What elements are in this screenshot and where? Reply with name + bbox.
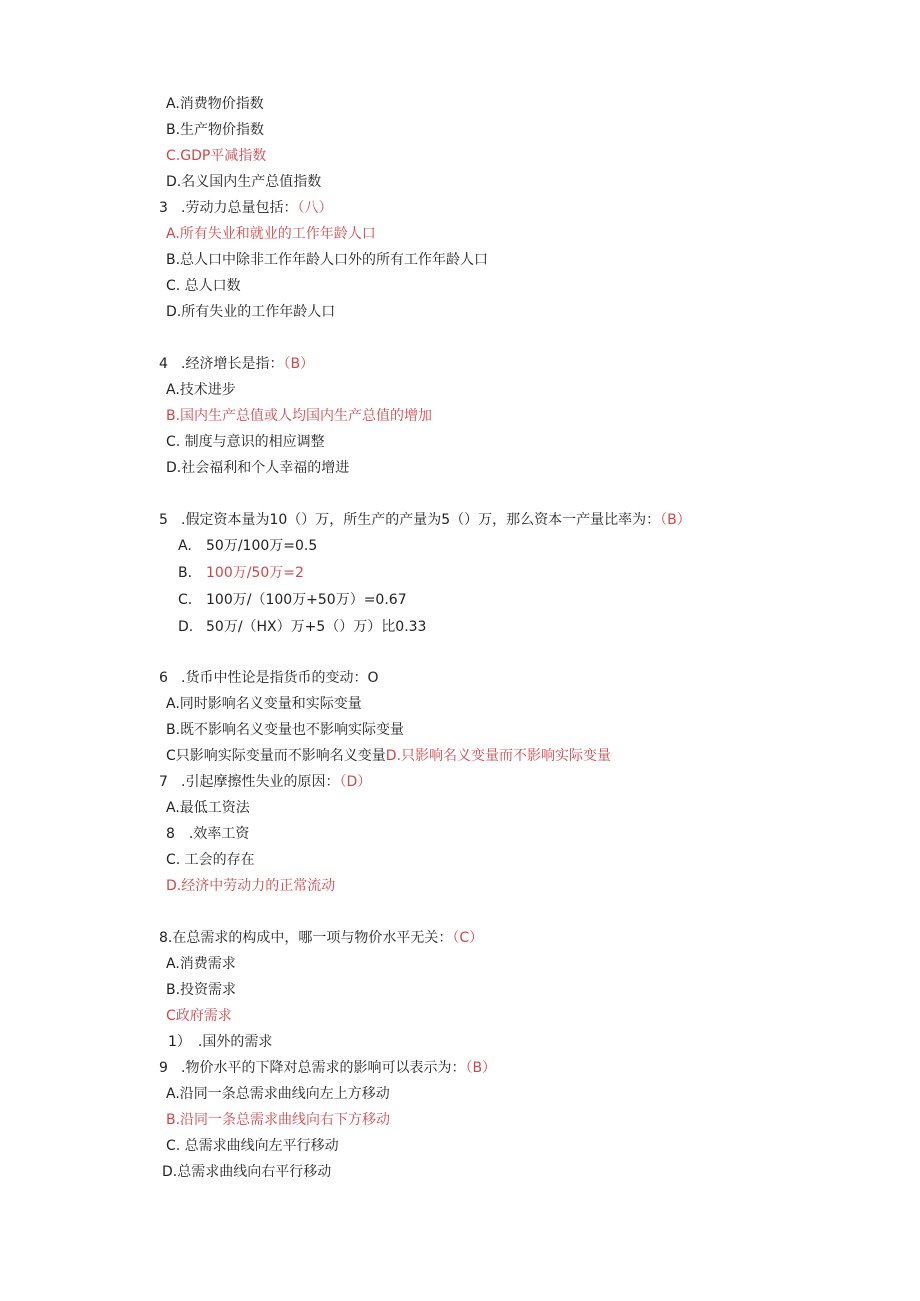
q8-option-b: B.投资需求 (166, 982, 237, 998)
q3-answer: （八） (297, 200, 333, 216)
q9-answer: （B） (465, 1060, 497, 1076)
q7-stem: .引起摩擦性失业的原因： (181, 774, 340, 790)
q8-option-c-answer: C政府需求 (166, 1008, 232, 1024)
q6-number: 6 (159, 670, 168, 686)
q6-option-cd-line (166, 746, 611, 766)
q8-option-a: A.消费需求 (166, 956, 236, 972)
q4-option-c: C. 制度与意识的相应调整 (166, 434, 325, 450)
q7-stem-line (159, 772, 371, 792)
q7-answer: （D） (339, 774, 372, 790)
q6-option-c: C只影响实际变量而不影响名义变量 (166, 748, 386, 764)
q2-option-a: A.消费物价指数 (166, 96, 264, 112)
q5-option-d (178, 617, 426, 637)
q5-option-a-letter: A. (178, 538, 192, 554)
q9-stem: .物价水平的下降对总需求的影响可以表示为： (181, 1060, 466, 1076)
q5-option-a-text: 50万/100万=0.5 (206, 538, 318, 554)
q7-option-b: 8 .效率工资 (166, 826, 250, 842)
q5-stem-line (159, 510, 691, 530)
q5-option-d-text: 50万/（HX）万+5（）万）比0.33 (206, 619, 427, 635)
q4-number: 4 (159, 356, 168, 372)
q8-stem: 8.在总需求的构成中，哪一项与物价水平无关： (159, 930, 453, 946)
q8-answer: （C） (452, 930, 484, 946)
q2-option-b: B.生产物价指数 (166, 122, 265, 138)
q5-number: 5 (159, 512, 168, 528)
q9-option-c: C. 总需求曲线向左平行移动 (166, 1138, 339, 1154)
q9-option-a: A.沿同一条总需求曲线向左上方移动 (166, 1086, 390, 1102)
q9-stem-line (159, 1058, 496, 1078)
q5-option-a (178, 536, 317, 556)
q5-option-b (178, 563, 304, 583)
q5-option-c-text: 100万/（100万+50万）=0.67 (206, 592, 407, 608)
q7-option-d-answer: D.经济中劳动力的正常流动 (166, 878, 336, 894)
q4-option-a: A.技术进步 (166, 382, 236, 398)
q6-option-d-answer: D.只影响名义变量而不影响实际变量 (385, 748, 612, 764)
q5-stem: .假定资本量为10（）万，所生产的产量为5（）万，那么资本一产量比率为： (181, 512, 661, 528)
q7-number: 7 (159, 774, 168, 790)
q7-option-a: A.最低工资法 (166, 800, 250, 816)
q8-stem-line (159, 928, 483, 948)
q4-stem: .经济增长是指： (181, 356, 284, 372)
q3-option-c: C. 总人口数 (166, 278, 241, 294)
q8-option-d: 1） .国外的需求 (168, 1034, 273, 1050)
q5-answer: （B） (660, 512, 691, 528)
q5-option-b-text-answer: 100万/50万=2 (206, 565, 304, 581)
q3-option-b: B.总人口中除非工作年龄人口外的所有工作年龄人口 (166, 252, 489, 268)
q9-number: 9 (159, 1060, 168, 1076)
q9-option-d: D.总需求曲线向右平行移动 (162, 1164, 332, 1180)
q2-option-c-answer: C.GDP平减指数 (166, 148, 267, 164)
q4-option-d: D.社会福利和个人幸福的增进 (166, 460, 350, 476)
q6-option-b: B.既不影响名义变量也不影响实际变量 (166, 722, 405, 738)
q3-option-d: D.所有失业的工作年龄人口 (166, 304, 336, 320)
q6-stem-line (159, 668, 378, 688)
q4-stem-line (159, 354, 314, 374)
q4-answer: （B） (283, 356, 315, 372)
q3-stem: .劳动力总量包括： (181, 200, 298, 216)
q5-option-c-letter: C. (178, 592, 193, 608)
q6-option-a: A.同时影响名义变量和实际变量 (166, 696, 362, 712)
q5-option-d-letter: D. (178, 619, 194, 635)
q6-stem: .货币中性论是指货币的变动：O (181, 670, 379, 686)
q2-option-d: D.名义国内生产总值指数 (166, 174, 322, 190)
q4-option-b-answer: B.国内生产总值或人均国内生产总值的增加 (166, 408, 433, 424)
q3-stem-line (159, 198, 332, 218)
q3-option-a-answer: A.所有失业和就业的工作年龄人口 (166, 226, 376, 242)
q5-option-b-letter: B. (178, 565, 193, 581)
q5-option-c (178, 590, 407, 610)
q3-number: 3 (159, 200, 168, 216)
q9-option-b-answer: B.沿同一条总需求曲线向右下方移动 (166, 1112, 391, 1128)
q7-option-c: C. 工会的存在 (166, 852, 255, 868)
